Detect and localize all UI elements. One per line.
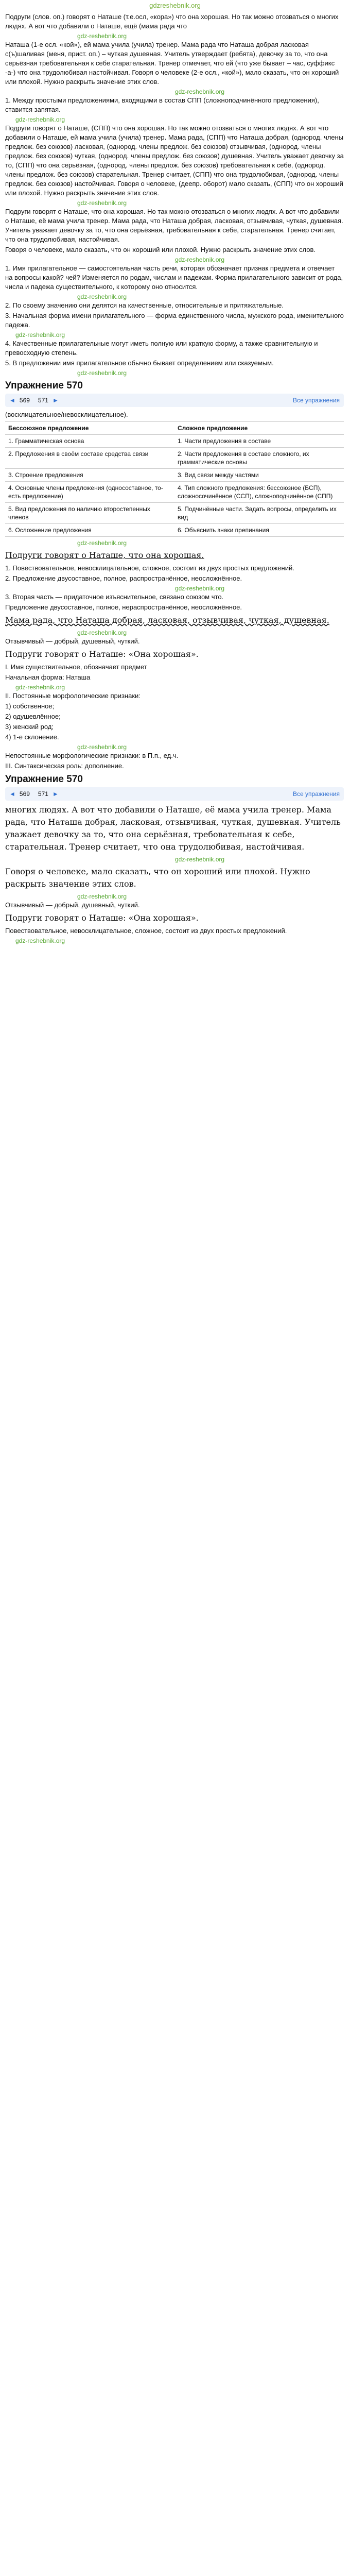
watermark: gdz-reshebnik.org (15, 331, 65, 338)
task-paragraph-4: Говоря о человеке, мало сказать, что он хороший или плохой. Нужно раскрыть значение этих слов. (5, 246, 316, 253)
table-cell: 3. Строение предложения (5, 469, 174, 482)
word-parse-10: III. Синтаксическая роль: дополнение. (5, 762, 124, 770)
watermark: gdz-reshebnik.org (15, 684, 65, 691)
prev-arrow-icon[interactable]: ◄ (9, 397, 15, 404)
theory-1: 1. Имя прилагательное — самостоятельная часть речи, которая обозначает признак предмета и отвечает на вопросы какой? чей? Изменяется по родам, числам и падежам. Форма прилагательного зависит от рода, числа и падежа существительного, к которому оно относится. (5, 264, 343, 291)
exercise-title: Упражнение 570 (5, 380, 83, 391)
site-header[interactable]: gdzreshebnik.org (149, 2, 201, 9)
prev-exercise-link[interactable]: 569 (19, 397, 30, 404)
watermark: gdz-reshebnik.org (77, 893, 127, 900)
word-parse-7: 3) женский род; (5, 723, 54, 731)
watermark: gdz-reshebnik.org (77, 743, 127, 751)
analysis-2: 2. Предложение двусоставное, полное, распространённое, неосложнённое. (5, 574, 242, 582)
word-parse-4: II. Постоянные морфологические признаки: (5, 692, 141, 700)
exercise-title-2: Упражнение 570 (5, 774, 83, 785)
handwritten-final-quote: Подруги говорят о Наташе: «Она хорошая». (5, 913, 199, 923)
watermark: gdz-reshebnik.org (175, 856, 225, 863)
final-3: Повествовательное, невосклицательное, сложное, состоит из двух простых предложений. (5, 927, 287, 935)
final-1: Отзывчивый — добрый, душевный, чуткий. (5, 901, 140, 909)
word-parse-8: 4) 1-е склонение. (5, 733, 59, 741)
analysis-1: 1. Повествовательное, невосклицательное, сложное, состоит из двух простых предложений. (5, 564, 294, 572)
table-cell: 6. Объяснить знаки препинания (174, 524, 344, 537)
intro-paragraph-1: Подруги (слов. оп.) говорят о Наташе (т.е.осл, «кора») что она хорошая. Но так можно отозваться о многих людях. А вот что добавили о Наташе, ещё (мама рада что (5, 13, 339, 30)
task-paragraph-3: Подруги говорят о Наташе, что она хорошая. Но так можно отозваться о многих людях. А вот что добавили о Наташе, её мама учила тренер. Мама рада, что Наташа добрая, ласковая, отзывчивая, чуткая, душевная. Учитель уважает девочку за то, что она серьёзная, требовательная к себе, старательная. Тренер считает, что она трудолюбивая, настойчивая. (5, 208, 343, 243)
prev-exercise-link[interactable]: 569 (19, 790, 30, 798)
table-cell: 2. Части предложения в составе сложного, их грамматические основы (174, 448, 344, 469)
handwritten-sentence-2: Мама рада, что Наташа добрая, ласковая, отзывчивая, чуткая, душевная. (5, 615, 329, 625)
explain: (восклицательное/невосклицательное). (5, 411, 128, 418)
handwritten-repeat-1: многих людях. А вот что добавили о Наташе, её мама учила тренер. Мама рада, что Наташа добрая, ласковая, отзывчивая, чуткая, душевная. Учитель уважает девочку за то, что она серьёзная, требовательная к себе, старательная. Тренер считает, что она трудолюбивая, настойчивая. (5, 805, 341, 852)
analysis-4: Предложение двусоставное, полное, нераспространённое, неосложнённое. (5, 603, 242, 611)
prev-arrow-icon[interactable]: ◄ (9, 790, 15, 798)
task-paragraph-1: 1. Между простыми предложениями, входящими в состав СПП (сложноподчинённого предложения), ставится запятая. (5, 96, 319, 113)
watermark: gdz-reshebnik.org (77, 539, 127, 547)
table-cell: 1. Грамматическая основа (5, 435, 174, 448)
watermark: gdz-reshebnik.org (77, 629, 127, 636)
table-cell: 2. Предложения в своём составе средства связи (5, 448, 174, 469)
comparison-table (5, 421, 344, 537)
theory-4: 4. Качественные прилагательные могут иметь полную или краткую форму, а также сравнительную и превосходную степень. (5, 340, 318, 357)
handwritten-repeat-2: Говоря о человеке, мало сказать, что он хороший или плохой. Нужно раскрыть значение этих слов. (5, 867, 310, 889)
handwritten-quote: Подруги говорят о Наташе: «Она хорошая». (5, 649, 199, 659)
word-parse-5: 1) собственное; (5, 702, 55, 710)
theory-3: 3. Начальная форма имени прилагательного — форма единственного числа, мужского рода, именительного падежа. (5, 312, 344, 329)
theory-2: 2. По своему значению они делятся на качественные, относительные и притяжательные. (5, 301, 284, 309)
next-arrow-icon[interactable]: ► (52, 397, 59, 404)
watermark: gdz-reshebnik.org (175, 88, 225, 95)
word-parse-1: Отзывчивый — добрый, душевный, чуткий. (5, 637, 140, 645)
table-header-cell: Сложное предложение (174, 422, 344, 435)
word-parse-2: I. Имя существительное, обозначает предмет (5, 663, 147, 671)
watermark: gdz-reshebnik.org (175, 585, 225, 592)
watermark: gdz-reshebnik.org (77, 199, 127, 207)
table-cell: 4. Тип сложного предложения: бессоюзное (БСП), сложносочинённое (ССП), сложноподчинённое (СПП) (174, 482, 344, 503)
table-cell: 5. Вид предложения по наличию второстепенных членов (5, 503, 174, 524)
analysis-3: 3. Вторая часть — придаточное изъяснительное, связано союзом что. (5, 593, 224, 601)
word-parse-9: Непостоянные морфологические признаки: в П.п., ед.ч. (5, 752, 179, 759)
content (0, 12, 350, 945)
next-exercise-link[interactable]: 571 (38, 397, 48, 404)
exercise-nav (5, 394, 344, 407)
watermark: gdz-reshebnik.org (15, 116, 65, 123)
word-parse-6: 2) одушевлённое; (5, 713, 61, 720)
table-cell: 1. Части предложения в составе (174, 435, 344, 448)
exercise-nav-2 (5, 787, 344, 801)
watermark: gdz-reshebnik.org (77, 293, 127, 300)
all-exercises-link[interactable]: Все упражнения (292, 790, 340, 798)
word-parse-3: Начальная форма: Наташа (5, 673, 91, 681)
table-header-cell: Бессоюзное предложение (5, 422, 174, 435)
intro-paragraph-2: Наташа (1-е осл. «кой»), ей мама учила (учила) тренер. Мама рада что Наташа добрая ласковая с(ъ)шаливая (меня, прист. оп.) – чуткая душевная. Учитель утверждает (ребята), девочку за то, что она серьёзная требовательная к себе старательная. Тренер отмечает, что ей (что уже бывает – час, суффикс -а-) что она трудолюбивая настойчивая. Говоря о человеке (2-е осл., «кой»), мало сказать, что он хороший или плохой. Нужно раскрыть значение этих слов. (5, 41, 339, 86)
watermark: gdz-reshebnik.org (77, 32, 127, 40)
next-arrow-icon[interactable]: ► (52, 790, 59, 798)
handwritten-sentence: Подруги говорят о Наташе, что она хорошая. (5, 550, 204, 560)
table-cell: 6. Осложнение предложения (5, 524, 174, 537)
table-cell: 3. Вид связи между частями (174, 469, 344, 482)
all-exercises-link[interactable]: Все упражнения (292, 397, 340, 404)
task-paragraph-2: Подруги говорят о Наташе, (СПП) что она хорошая. Но так можно отозваться о многих людях. А вот что добавили о Наташе, ей мама учила (учила) тренер. Мама рада, (СПП) что Наташа добрая, (однород. члены предлож. без союзов) ласковая, (однород. члены предлож. без союзов) отзывчивая, (однород. члены предлож. без союзов) чуткая, (однород. члены предлож. без союзов) душевная. Учитель уважает девочку за то, (СПП) что она серьёзная, (однород. члены предлож. без союзов) требовательная к себе, (однород. члены предлож. без союзов) старательная. Тренер считает, (СПП) что она трудолюбивая, (однород. члены предлож. без союзов) настойчивая. Говоря о человеке, (деепр. оборот) мало сказать, (СПП) что он хороший или плохой. Нужно раскрыть значение этих слов. (5, 124, 344, 197)
watermark: gdz-reshebnik.org (175, 256, 225, 263)
watermark: gdz-reshebnik.org (77, 369, 127, 377)
watermark: gdz-reshebnik.org (15, 937, 65, 944)
theory-5: 5. В предложении имя прилагательное обычно бывает определением или сказуемым. (5, 359, 274, 367)
next-exercise-link[interactable]: 571 (38, 790, 48, 798)
table-cell: 5. Подчинённые части. Задать вопросы, определить их вид (174, 503, 344, 524)
table-cell: 4. Основные члены предложения (односоставное, то-есть предложение) (5, 482, 174, 503)
